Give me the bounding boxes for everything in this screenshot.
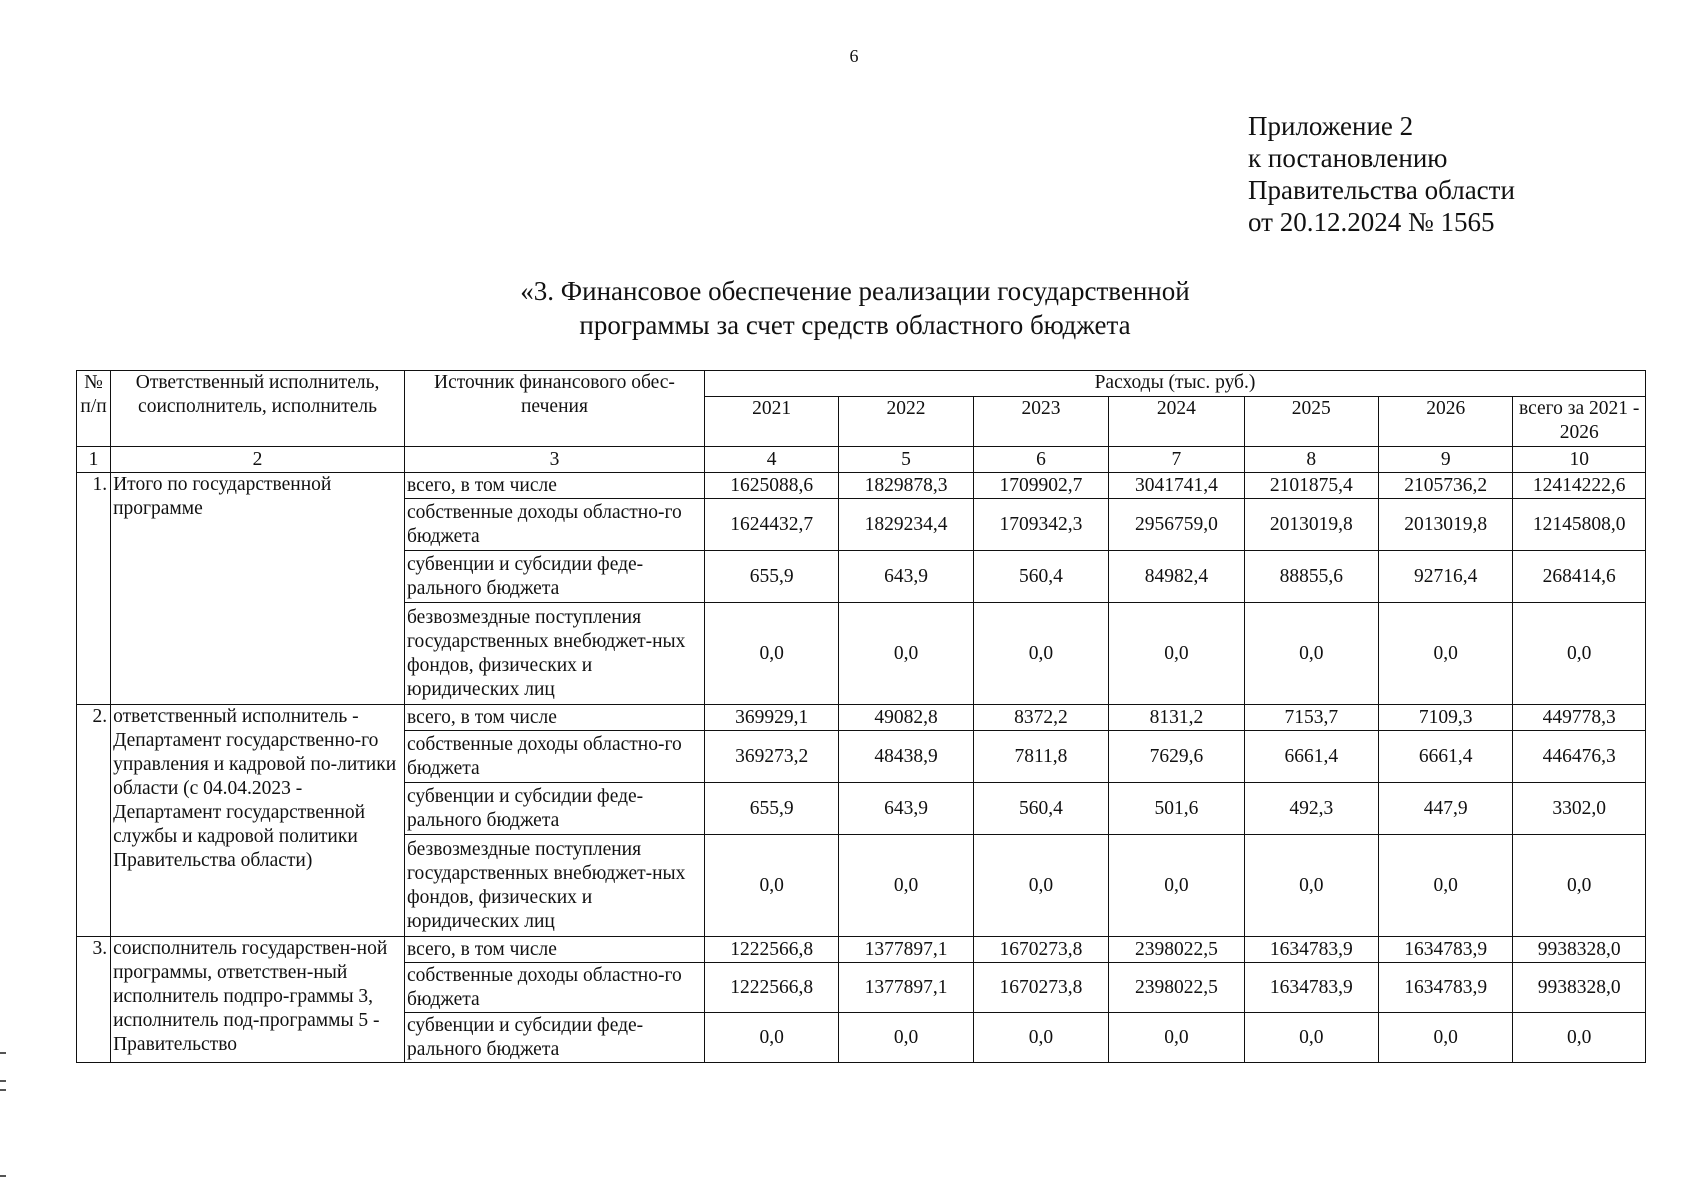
value-2021: 0,0 [704,603,838,705]
value-2023: 1670273,8 [973,937,1108,963]
value-2022: 1377897,1 [839,937,973,963]
value-2025: 0,0 [1244,835,1378,937]
column-numbers-row [77,447,1646,473]
column-number: 9 [1379,447,1513,473]
value-total: 12414222,6 [1513,473,1646,499]
table-row [77,473,1646,499]
value-2021: 1624432,7 [704,499,838,551]
value-total: 0,0 [1513,1013,1646,1063]
title-line-1: «3. Финансовое обеспечение реализации государственной [520,276,1190,306]
document-title [300,274,1410,342]
value-2022: 0,0 [839,603,973,705]
value-2022: 643,9 [839,551,973,603]
value-2025: 0,0 [1244,603,1378,705]
margin-tick-mark [0,1175,6,1177]
row-source: безвозмездные поступления государственных внебюджет-ных фондов, физических и юридических лиц [405,835,705,937]
column-number: 2 [111,447,405,473]
row-index: 1. [77,473,111,705]
row-source: собственные доходы областно-го бюджета [405,499,705,551]
value-2025: 492,3 [1244,783,1378,835]
table-row [77,705,1646,731]
value-2024: 0,0 [1109,1013,1244,1063]
value-2025: 6661,4 [1244,731,1378,783]
value-2025: 2101875,4 [1244,473,1378,499]
value-2021: 655,9 [704,551,838,603]
value-total: 9938328,0 [1513,937,1646,963]
column-number: 7 [1109,447,1244,473]
appendix-block [1248,110,1515,238]
header-num: № п/п [77,371,111,447]
value-2021: 1222566,8 [704,963,838,1013]
row-source: безвозмездные поступления государственных внебюджет-ных фондов, физических и юридических лиц [405,603,705,705]
value-2026: 0,0 [1379,603,1513,705]
value-2026: 6661,4 [1379,731,1513,783]
header-executor: Ответственный исполнитель, соисполнитель, исполнитель [111,371,405,447]
value-2021: 0,0 [704,835,838,937]
value-2025: 0,0 [1244,1013,1378,1063]
row-source: субвенции и субсидии феде-рального бюджета [405,1013,705,1063]
value-2025: 1634783,9 [1244,937,1378,963]
row-source: субвенции и субсидии феде-рального бюджета [405,783,705,835]
margin-tick-mark [0,1080,6,1082]
value-2024: 2398022,5 [1109,963,1244,1013]
value-2025: 2013019,8 [1244,499,1378,551]
value-2023: 560,4 [973,551,1108,603]
header-year-2022: 2022 [839,397,973,447]
value-2026: 2013019,8 [1379,499,1513,551]
value-2025: 88855,6 [1244,551,1378,603]
column-number: 8 [1244,447,1378,473]
row-executor: ответственный исполнитель - Департамент государственно-го управления и кадровой по-литики области (с 04.04.2023 - Департамент государственной службы и кадровой политики Правительства области) [111,705,405,937]
value-2023: 0,0 [973,1013,1108,1063]
value-2021: 655,9 [704,783,838,835]
row-source: всего, в том числе [405,473,705,499]
value-2026: 2105736,2 [1379,473,1513,499]
value-2024: 0,0 [1109,603,1244,705]
value-total: 0,0 [1513,835,1646,937]
value-2023: 7811,8 [973,731,1108,783]
header-year-2026: 2026 [1379,397,1513,447]
value-2024: 8131,2 [1109,705,1244,731]
appendix-line-4: от 20.12.2024 № 1565 [1248,207,1495,237]
value-total: 3302,0 [1513,783,1646,835]
row-source: всего, в том числе [405,705,705,731]
row-source: собственные доходы областно-го бюджета [405,963,705,1013]
value-total: 449778,3 [1513,705,1646,731]
value-2026: 7109,3 [1379,705,1513,731]
value-2023: 1670273,8 [973,963,1108,1013]
column-number: 10 [1513,447,1646,473]
row-source: собственные доходы областно-го бюджета [405,731,705,783]
appendix-line-1: Приложение 2 [1248,111,1414,141]
value-2022: 48438,9 [839,731,973,783]
column-number: 3 [405,447,705,473]
value-2022: 0,0 [839,835,973,937]
value-total: 268414,6 [1513,551,1646,603]
financing-table [76,370,1646,1063]
value-2024: 2398022,5 [1109,937,1244,963]
appendix-line-3: Правительства области [1248,175,1515,205]
header-year-2025: 2025 [1244,397,1378,447]
row-source: субвенции и субсидии феде-рального бюджета [405,551,705,603]
value-2024: 84982,4 [1109,551,1244,603]
header-expenses: Расходы (тыс. руб.) [704,371,1645,397]
value-2023: 0,0 [973,835,1108,937]
value-2022: 1377897,1 [839,963,973,1013]
row-index: 3. [77,937,111,1063]
value-2026: 0,0 [1379,835,1513,937]
header-year-2021: 2021 [704,397,838,447]
value-2023: 8372,2 [973,705,1108,731]
column-number: 4 [704,447,838,473]
value-total: 12145808,0 [1513,499,1646,551]
column-number: 5 [839,447,973,473]
value-2023: 1709902,7 [973,473,1108,499]
value-2024: 0,0 [1109,835,1244,937]
value-total: 9938328,0 [1513,963,1646,1013]
value-2021: 0,0 [704,1013,838,1063]
row-source: всего, в том числе [405,937,705,963]
value-2021: 1625088,6 [704,473,838,499]
value-2021: 1222566,8 [704,937,838,963]
value-2021: 369929,1 [704,705,838,731]
value-2025: 7153,7 [1244,705,1378,731]
value-2026: 0,0 [1379,1013,1513,1063]
value-2022: 1829878,3 [839,473,973,499]
header-source: Источник финансового обес-печения [405,371,705,447]
value-2023: 0,0 [973,603,1108,705]
header-total: всего за 2021 - 2026 [1513,397,1646,447]
value-total: 446476,3 [1513,731,1646,783]
value-2026: 447,9 [1379,783,1513,835]
value-2023: 1709342,3 [973,499,1108,551]
column-number: 1 [77,447,111,473]
value-2025: 1634783,9 [1244,963,1378,1013]
value-2022: 1829234,4 [839,499,973,551]
value-2022: 643,9 [839,783,973,835]
value-2023: 560,4 [973,783,1108,835]
value-2022: 0,0 [839,1013,973,1063]
value-2026: 1634783,9 [1379,963,1513,1013]
row-executor: соисполнитель государствен-ной программы, ответствен-ный исполнитель подпро-граммы 3, исполнитель под-программы 5 - Правительство [111,937,405,1063]
value-2024: 501,6 [1109,783,1244,835]
value-2026: 1634783,9 [1379,937,1513,963]
margin-tick-mark [0,1089,6,1091]
value-2022: 49082,8 [839,705,973,731]
value-2024: 7629,6 [1109,731,1244,783]
appendix-line-2: к постановлению [1248,143,1448,173]
value-total: 0,0 [1513,603,1646,705]
header-year-2023: 2023 [973,397,1108,447]
value-2021: 369273,2 [704,731,838,783]
value-2024: 3041741,4 [1109,473,1244,499]
header-row-1 [77,371,1646,397]
value-2024: 2956759,0 [1109,499,1244,551]
row-executor: Итого по государственной программе [111,473,405,705]
page-number: 6 [849,46,859,66]
title-line-2: программы за счет средств областного бюджета [579,310,1131,340]
value-2026: 92716,4 [1379,551,1513,603]
row-index: 2. [77,705,111,937]
table-row [77,937,1646,963]
margin-tick-mark [0,1052,6,1054]
header-year-2024: 2024 [1109,397,1244,447]
column-number: 6 [973,447,1108,473]
